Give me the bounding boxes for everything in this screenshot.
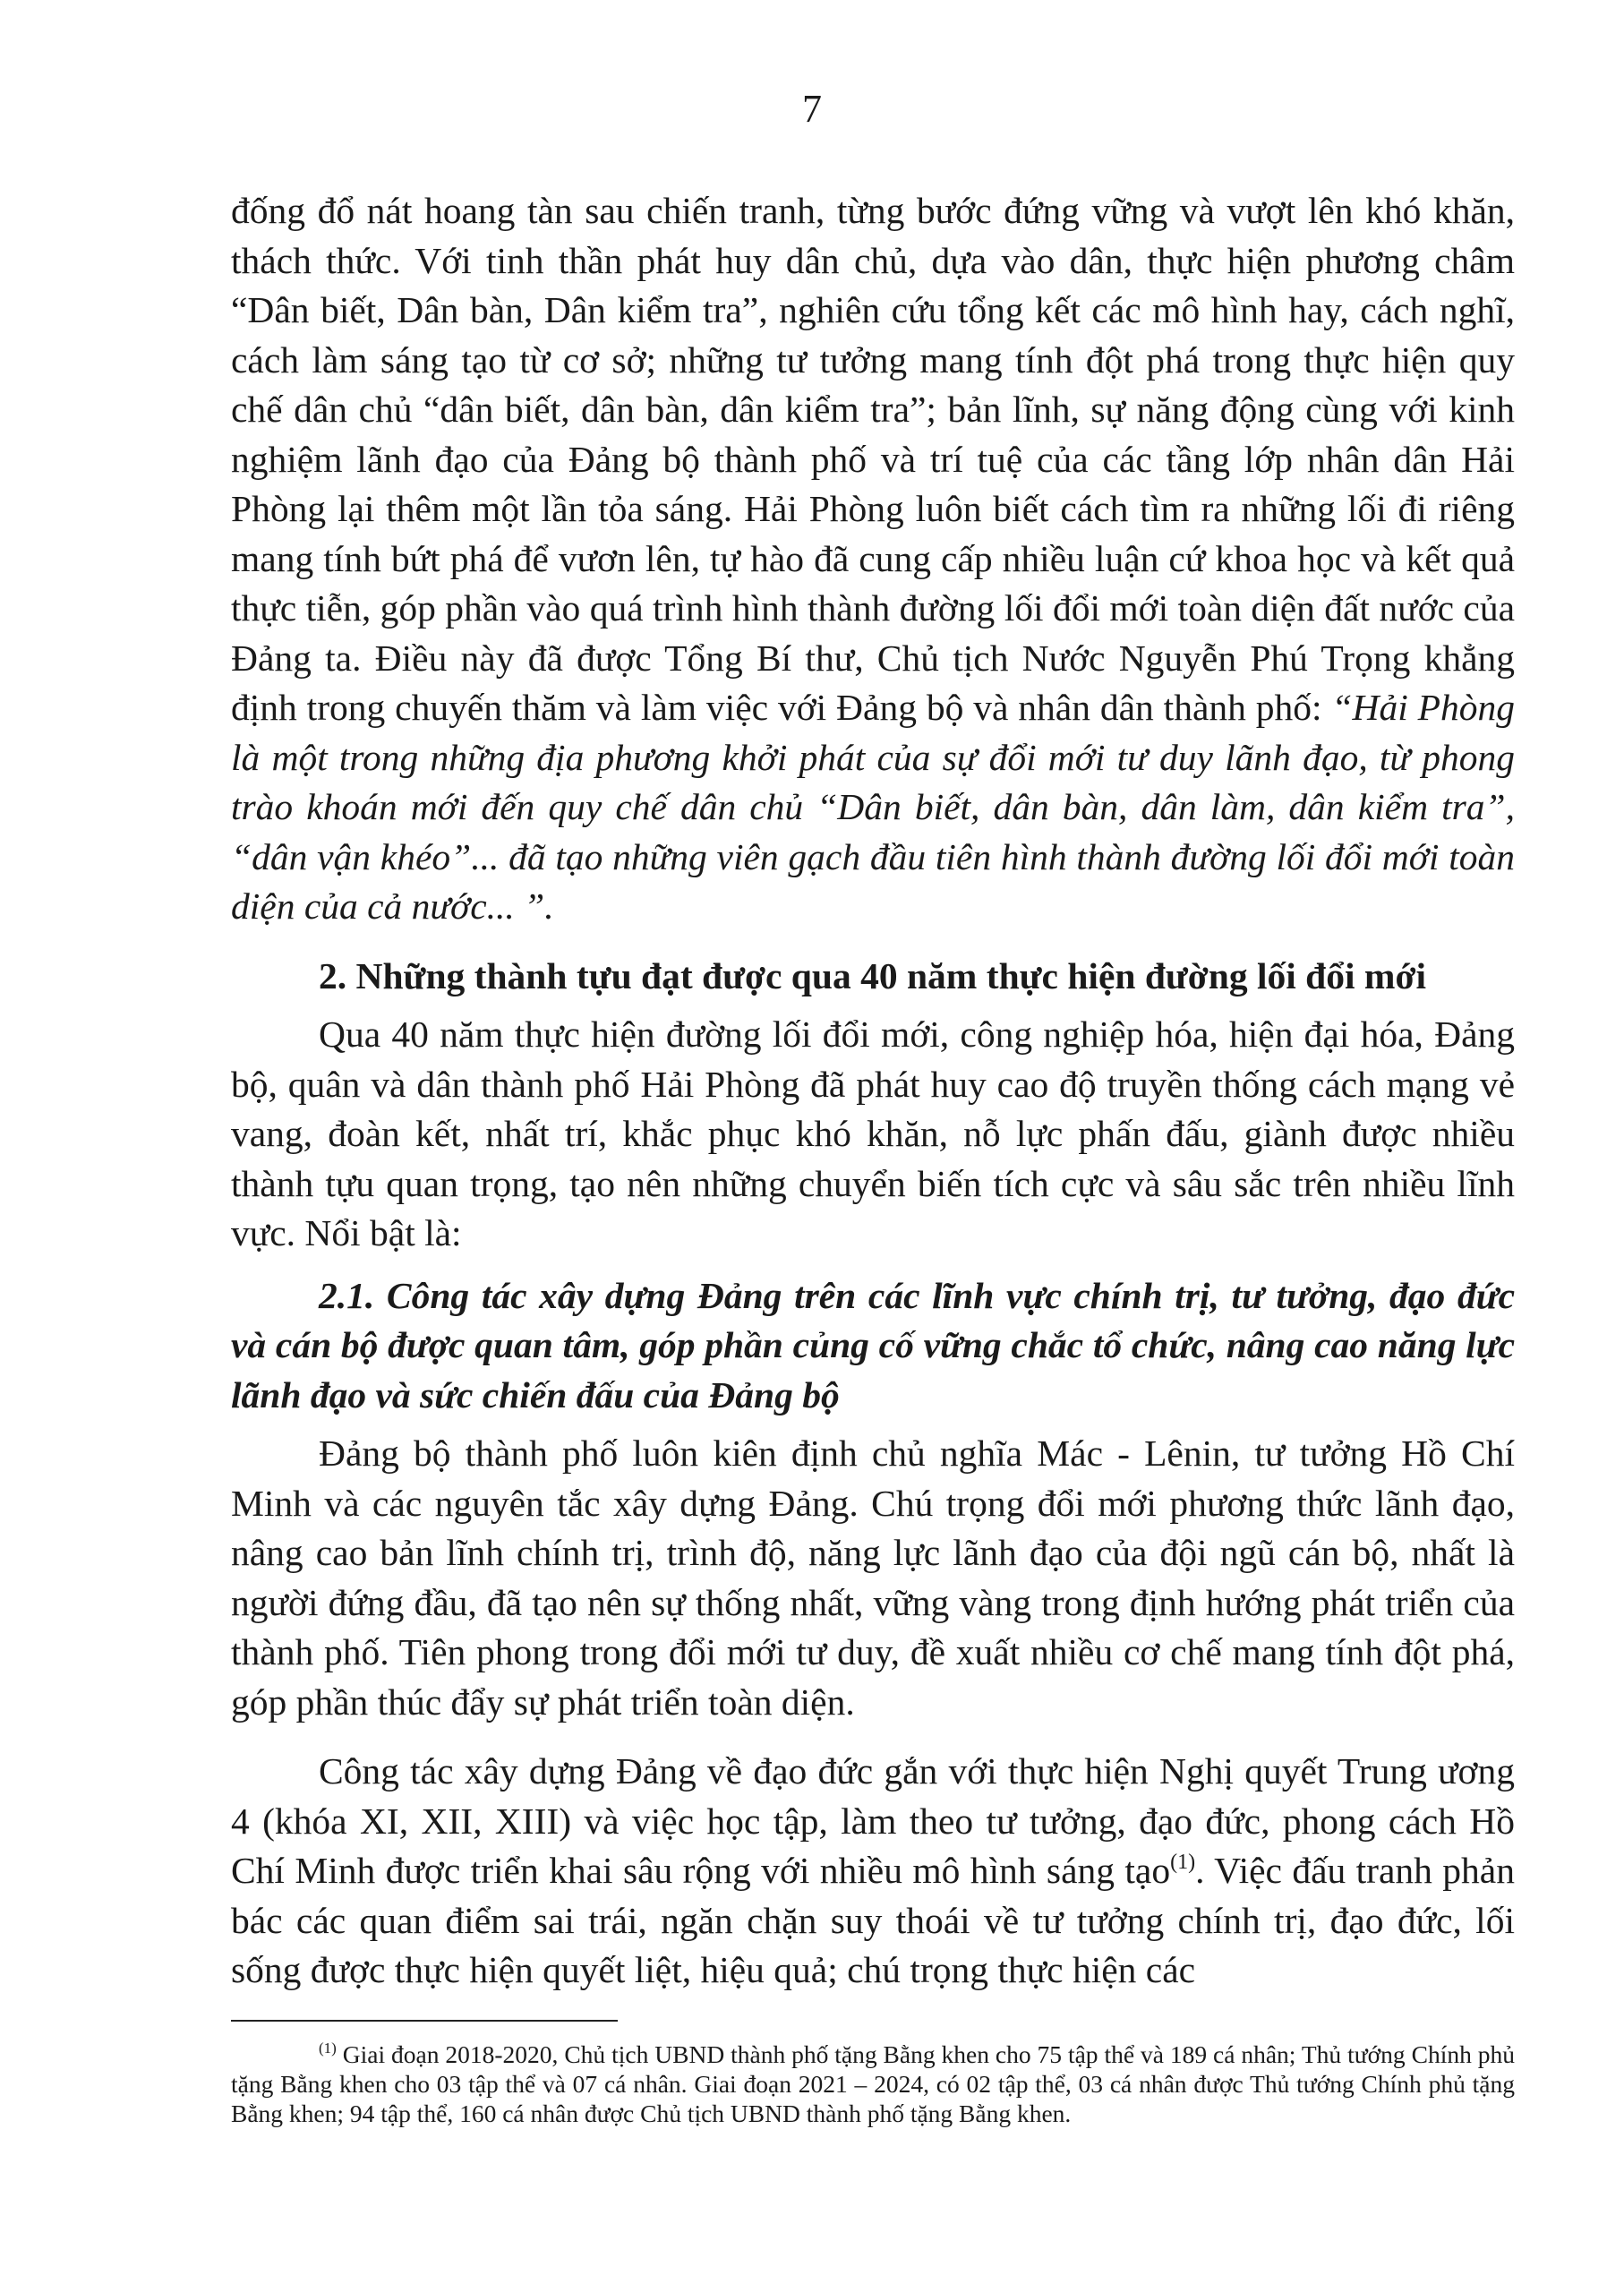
section2-1-paragraph-2 bbox=[231, 1747, 1515, 1996]
section2-intro-paragraph: Qua 40 năm thực hiện đường lối đổi mới, công nghiệp hóa, hiện đại hóa, Đảng bộ, quân và dân thành phố Hải Phòng đã phát huy cao độ truyền thống cách mạng vẻ vang, đoàn kết, nhất trí, khắc phục khó khăn, nỗ lực phấn đấu, giành được nhiều thành tựu quan trọng, tạo nên những chuyển biến tích cực và sâu sắc trên nhiều lĩnh vực. Nổi bật là: bbox=[231, 1013, 1515, 1253]
section2-1-heading: 2.1. Công tác xây dựng Đảng trên các lĩnh vực chính trị, tư tưởng, đạo đức và cán bộ được quan tâm, góp phần củng cố vững chắc tổ chức, nâng cao năng lực lãnh đạo và sức chiến đấu của Đảng bộ bbox=[231, 1274, 1515, 1415]
section1-continuation-paragraph bbox=[231, 186, 1515, 932]
paragraph-text-continued: . Việc đấu tranh phản bác các quan điểm sai trái, ngăn chặn suy thoái về tư tưởng chính trị, đạo đức, lối sống được thực hiện quyết liệt, hiệu quả; chú trọng thực hiện các bbox=[231, 1850, 1515, 1990]
footnote-marker: (1) bbox=[319, 2040, 337, 2057]
section2-heading: 2. Những thành tựu đạt được qua 40 năm thực hiện đường lối đổi mới bbox=[319, 954, 1426, 996]
paragraph-text: đống đổ nát hoang tàn sau chiến tranh, từng bước đứng vững và vượt lên khó khăn, thách thức. Với tinh thần phát huy dân chủ, dựa vào dân, thực hiện phương châm “Dân biết, Dân bàn, Dân kiểm tra”, nghiên cứu tổng kết các mô hình hay, cách nghĩ, cách làm sáng tạo từ cơ sở; những tư tưởng mang tính đột phá trong thực hiện quy chế dân chủ “dân biết, dân bàn, dân kiểm tra”; bản lĩnh, sự năng động cùng với kinh nghiệm lãnh đạo của Đảng bộ thành phố và trí tuệ của các tầng lớp nhân dân Hải Phòng lại thêm một lần tỏa sáng. Hải Phòng luôn biết cách tìm ra những lối đi riêng mang tính bứt phá để vươn lên, tự hào đã cung cấp nhiều luận cứ khoa học và kết quả thực tiễn, góp phần vào quá trình hình thành đường lối đổi mới toàn diện đất nước của Đảng ta. Điều này đã được Tổng Bí thư, Chủ tịch Nước Nguyễn Phú Trọng khẳng định trong chuyến thăm và làm việc với Đảng bộ và nhân dân thành phố: bbox=[231, 190, 1515, 728]
paragraph-text: Công tác xây dựng Đảng về đạo đức gắn với thực hiện Nghị quyết Trung ương 4 (khóa XI, XII, XIII) và việc học tập, làm theo tư tưởng, đạo đức, phong cách Hồ Chí Minh được triển khai sâu rộng với nhiều mô hình sáng tạo bbox=[231, 1750, 1515, 1891]
footnote-text: Giai đoạn 2018-2020, Chủ tịch UBND thành phố tặng Bằng khen cho 75 tập thể và 189 cá nhân; Thủ tướng Chính phủ tặng Bằng khen cho 03 tập thể và 07 cá nhân. Giai đoạn 2021 – 2024, có 02 tập thể, 03 cá nhân được Thủ tướng Chính phủ tặng Bằng khen; 94 tập thể, 160 cá nhân được Chủ tịch UBND thành phố tặng Bằng khen. bbox=[231, 2040, 1515, 2127]
footnote bbox=[231, 2040, 1515, 2128]
quotation: “Hải Phòng là một trong những địa phương khởi phát của sự đổi mới tư duy lãnh đạo, từ phong trào khoán mới đến quy chế dân chủ “Dân biết, dân bàn, dân làm, dân kiểm tra”, “dân vận khéo”... đã tạo những viên gạch đầu tiên hình thành đường lối đổi mới toàn diện của cả nước... ”. bbox=[231, 687, 1515, 927]
footnote-divider bbox=[231, 2020, 618, 2022]
page-number: 7 bbox=[802, 87, 822, 131]
page-body bbox=[231, 186, 1515, 1996]
section2-1-paragraph-1: Đảng bộ thành phố luôn kiên định chủ nghĩa Mác - Lênin, tư tưởng Hồ Chí Minh và các nguyên tắc xây dựng Đảng. Chú trọng đổi mới phương thức lãnh đạo, nâng cao bản lĩnh chính trị, trình độ, năng lực lãnh đạo của đội ngũ cán bộ, nhất là người đứng đầu, đã tạo nên sự thống nhất, vững vàng trong định hướng phát triển của thành phố. Tiên phong trong đổi mới tư duy, đề xuất nhiều cơ chế mang tính đột phá, góp phần thúc đẩy sự phát triển toàn diện. bbox=[231, 1432, 1515, 1723]
footnote-reference[interactable]: (1) bbox=[1170, 1851, 1196, 1874]
